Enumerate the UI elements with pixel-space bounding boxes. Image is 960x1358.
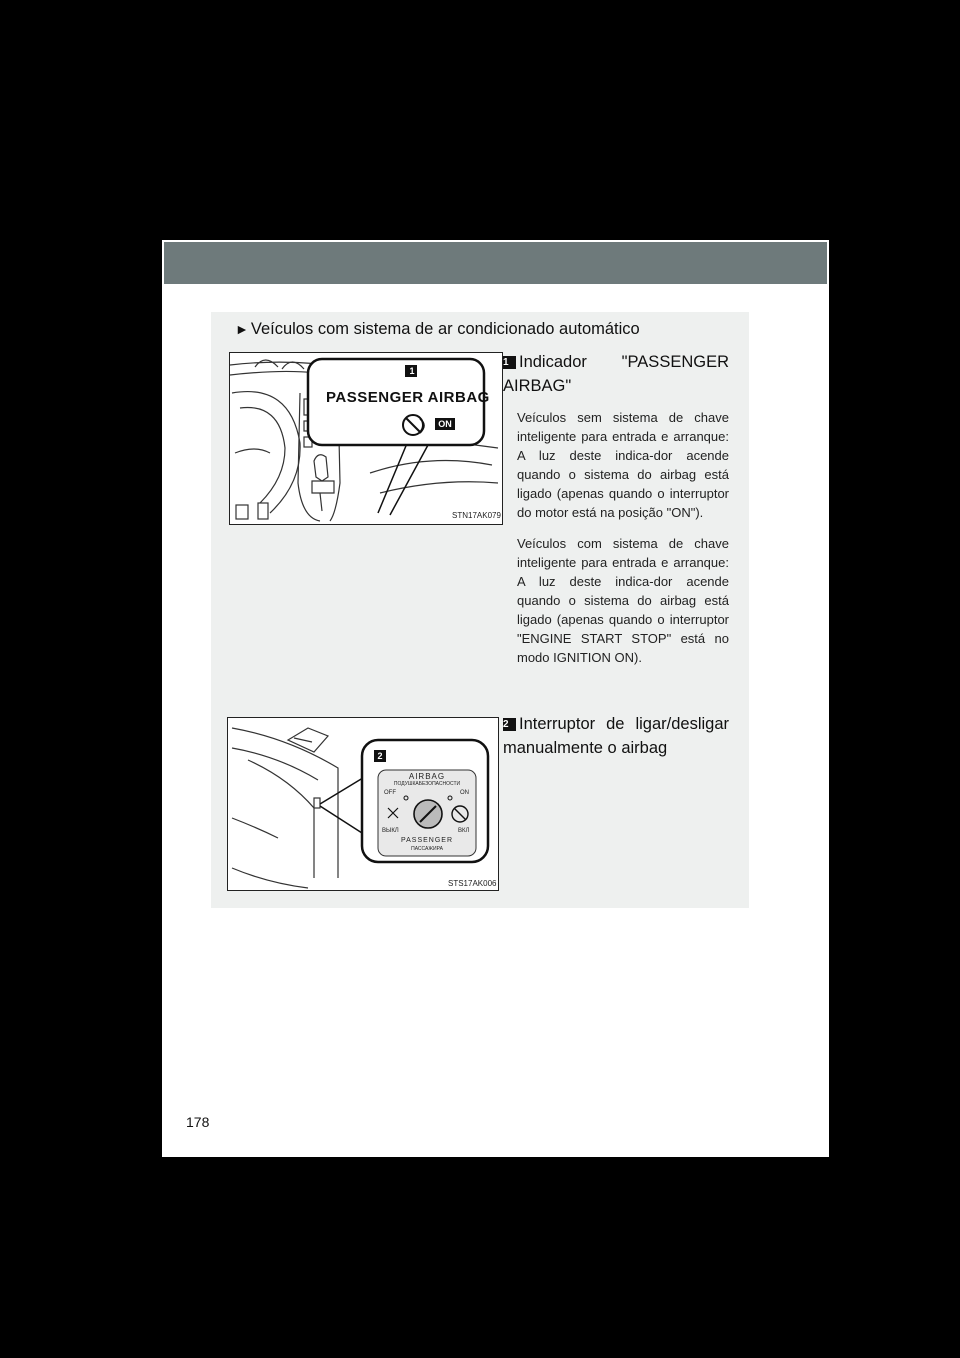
figure-code: STN17AK079: [452, 511, 501, 520]
switch-airbag-label-ru: ПОДУШКАБЕЗОПАСНОСТИ: [393, 781, 461, 787]
item-passenger-airbag-indicator: [503, 350, 729, 679]
on-badge: ON: [438, 419, 452, 429]
switch-passenger-label-ru: ПАССАЖИРА: [411, 846, 443, 852]
item-title-text: Indicador "PASSENGER AIRBAG": [503, 353, 729, 395]
callout-number-2: 2: [377, 751, 383, 761]
bullet-arrow-icon: ►: [235, 321, 249, 337]
figure-code: STS17AK006: [448, 879, 497, 888]
item-airbag-manual-switch: [503, 712, 729, 760]
item-title-text: Interruptor de ligar/desligar manualmente o airbag: [503, 715, 729, 757]
figure-passenger-airbag-indicator: [229, 352, 503, 525]
paragraph: Veículos com sistema de chave inteligente para entrada e arranque: A luz deste indica-dor acende quando o sistema do airbag está ligado (apenas quando o interruptor "ENGINE START STOP" está no modo IGNITION ON).: [517, 536, 729, 665]
item-title: [503, 350, 729, 398]
item-title: [503, 712, 729, 760]
item-body: [517, 408, 729, 667]
section-heading-text: Veículos com sistema de ar condicionado automático: [250, 320, 640, 338]
item-number-badge: 1: [503, 356, 516, 369]
figure-airbag-switch: [227, 717, 499, 891]
header-bar: [164, 242, 827, 284]
page-number: 178: [186, 1114, 210, 1130]
switch-on-label: ON: [460, 790, 469, 796]
passenger-airbag-label: PASSENGER AIRBAG: [326, 389, 490, 406]
switch-off-label: OFF: [384, 790, 396, 796]
switch-airbag-label: AIRBAG: [408, 772, 446, 781]
item-number-badge: 2: [503, 718, 516, 731]
manual-page: [162, 240, 829, 1157]
switch-on-label-ru: ВКЛ: [458, 828, 470, 834]
paragraph: Veículos sem sistema de chave inteligente para entrada e arranque: A luz deste indica-dor acende quando o sistema do airbag está ligado (apenas quando o interruptor do motor está na posição "ON").: [517, 410, 729, 520]
content-panel: [211, 312, 749, 908]
glovebox-illustration: [228, 718, 498, 890]
section-heading: [235, 320, 640, 339]
callout-number-1: 1: [409, 366, 415, 376]
dashboard-illustration: [230, 353, 502, 524]
switch-off-label-ru: ВЫКЛ: [382, 828, 399, 834]
switch-passenger-label: PASSENGER: [400, 837, 454, 844]
